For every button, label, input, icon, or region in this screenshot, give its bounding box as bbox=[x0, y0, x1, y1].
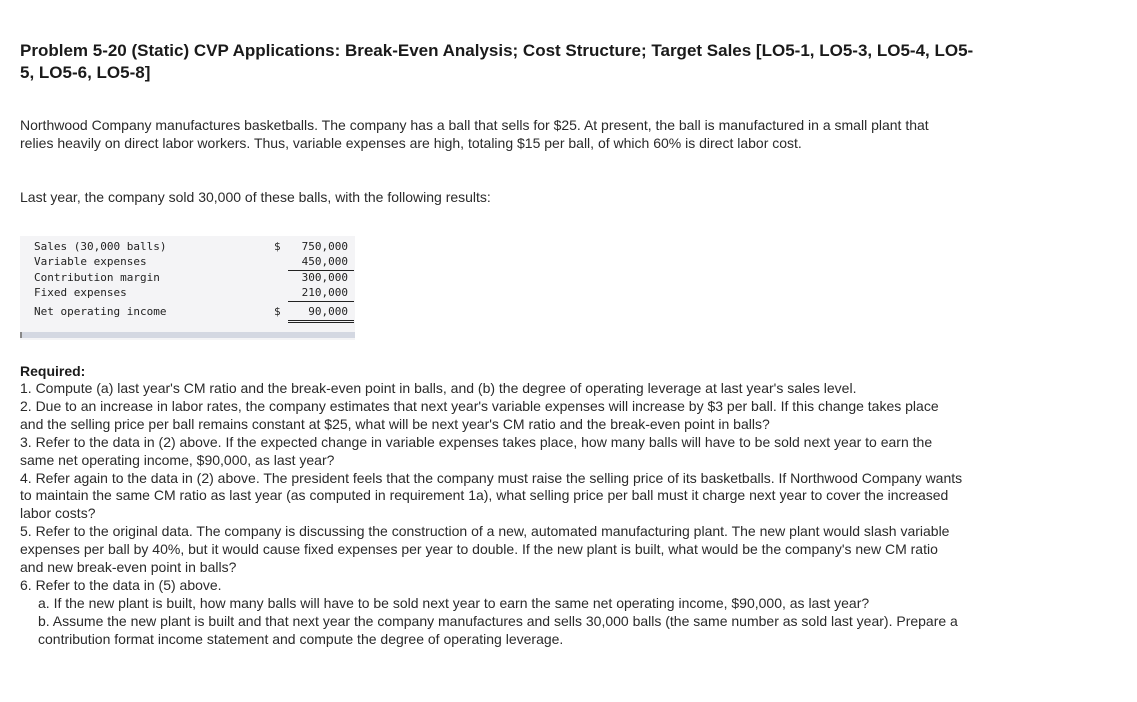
dollar-sign: $ bbox=[274, 305, 281, 318]
row-label: Sales (30,000 balls) bbox=[34, 240, 167, 253]
requirement-1: 1. Compute (a) last year's CM ratio and the break-even point in balls, and (b) the degree of operating leverage at last year's sales level. bbox=[20, 380, 857, 396]
row-amount: 210,000 bbox=[288, 285, 354, 302]
dollar-sign: $ bbox=[274, 240, 281, 253]
last-year-paragraph: Last year, the company sold 30,000 of these balls, with the following results: bbox=[20, 189, 491, 205]
requirement-5: 5. Refer to the original data. The company is discussing the construction of a new, automated manufacturing plant. The new plant would slash variable expenses per ball by 40%, but it would cause fixed expenses per year to double. If the new plant is built, what would be the company's new CM ratio and new break-even point in balls? bbox=[20, 523, 950, 576]
row-label: Fixed expenses bbox=[34, 286, 127, 299]
table-footer-bar bbox=[20, 332, 355, 338]
income-statement-table bbox=[20, 236, 355, 340]
row-amount: 90,000 bbox=[288, 304, 354, 323]
row-label: Variable expenses bbox=[34, 255, 147, 268]
requirements-list bbox=[20, 380, 965, 649]
required-heading: Required: bbox=[20, 363, 86, 379]
table-footer-mark bbox=[20, 332, 22, 338]
row-label: Contribution margin bbox=[34, 271, 160, 284]
requirement-6b: b. Assume the new plant is built and that next year the company manufactures and sells 30,000 balls (the same number as sold last year). Prepare a contribution format income statement and compute the degree of operating leverage. bbox=[38, 612, 958, 647]
row-amount: 300,000 bbox=[301, 271, 348, 284]
table-row-net-operating-income bbox=[34, 304, 354, 320]
requirement-6: 6. Refer to the data in (5) above. bbox=[20, 576, 222, 593]
row-label: Net operating income bbox=[34, 305, 167, 318]
intro-paragraph: Northwood Company manufactures basketballs. The company has a ball that sells for $25. At present, the ball is manufactured in a small plant that relies heavily on direct labor workers. Thus, variable expenses are high, totaling $15 per ball, of which 60% is direct labor cost. bbox=[20, 117, 929, 151]
table-row-sales bbox=[34, 239, 354, 255]
row-amount: 750,000 bbox=[301, 240, 348, 253]
problem-title: Problem 5-20 (Static) CVP Applications: Break-Even Analysis; Cost Structure; Target Sales [LO5-1, LO5-3, LO5-4, LO5-5, LO5-6, LO5-8] bbox=[20, 41, 974, 82]
table-row-variable-expenses bbox=[34, 254, 354, 270]
requirement-3: 3. Refer to the data in (2) above. If the expected change in variable expenses takes place, how many balls will have to be sold next year to earn the same net operating income, $90,000, as last year? bbox=[20, 433, 933, 468]
table-row-fixed-expenses bbox=[34, 285, 354, 301]
row-amount: 450,000 bbox=[288, 254, 354, 271]
requirement-6a: a. If the new plant is built, how many balls will have to be sold next year to earn the same net operating income, $90,000, as last year? bbox=[38, 594, 870, 611]
requirement-4: 4. Refer again to the data in (2) above. The president feels that the company must raise the selling price of its basketballs. If Northwood Company wants to maintain the same CM ratio as last year (as computed in requirement 1a), what selling price per ball must it charge next year to cover the increased labor costs? bbox=[20, 469, 963, 522]
requirement-2: 2. Due to an increase in labor rates, the company estimates that next year's variable expenses will increase by $3 per ball. If this change takes place and the selling price per ball remains constant at $25, what will be next year's CM ratio and the break-even point in balls? bbox=[20, 397, 939, 432]
table-row-contribution-margin bbox=[34, 270, 354, 286]
